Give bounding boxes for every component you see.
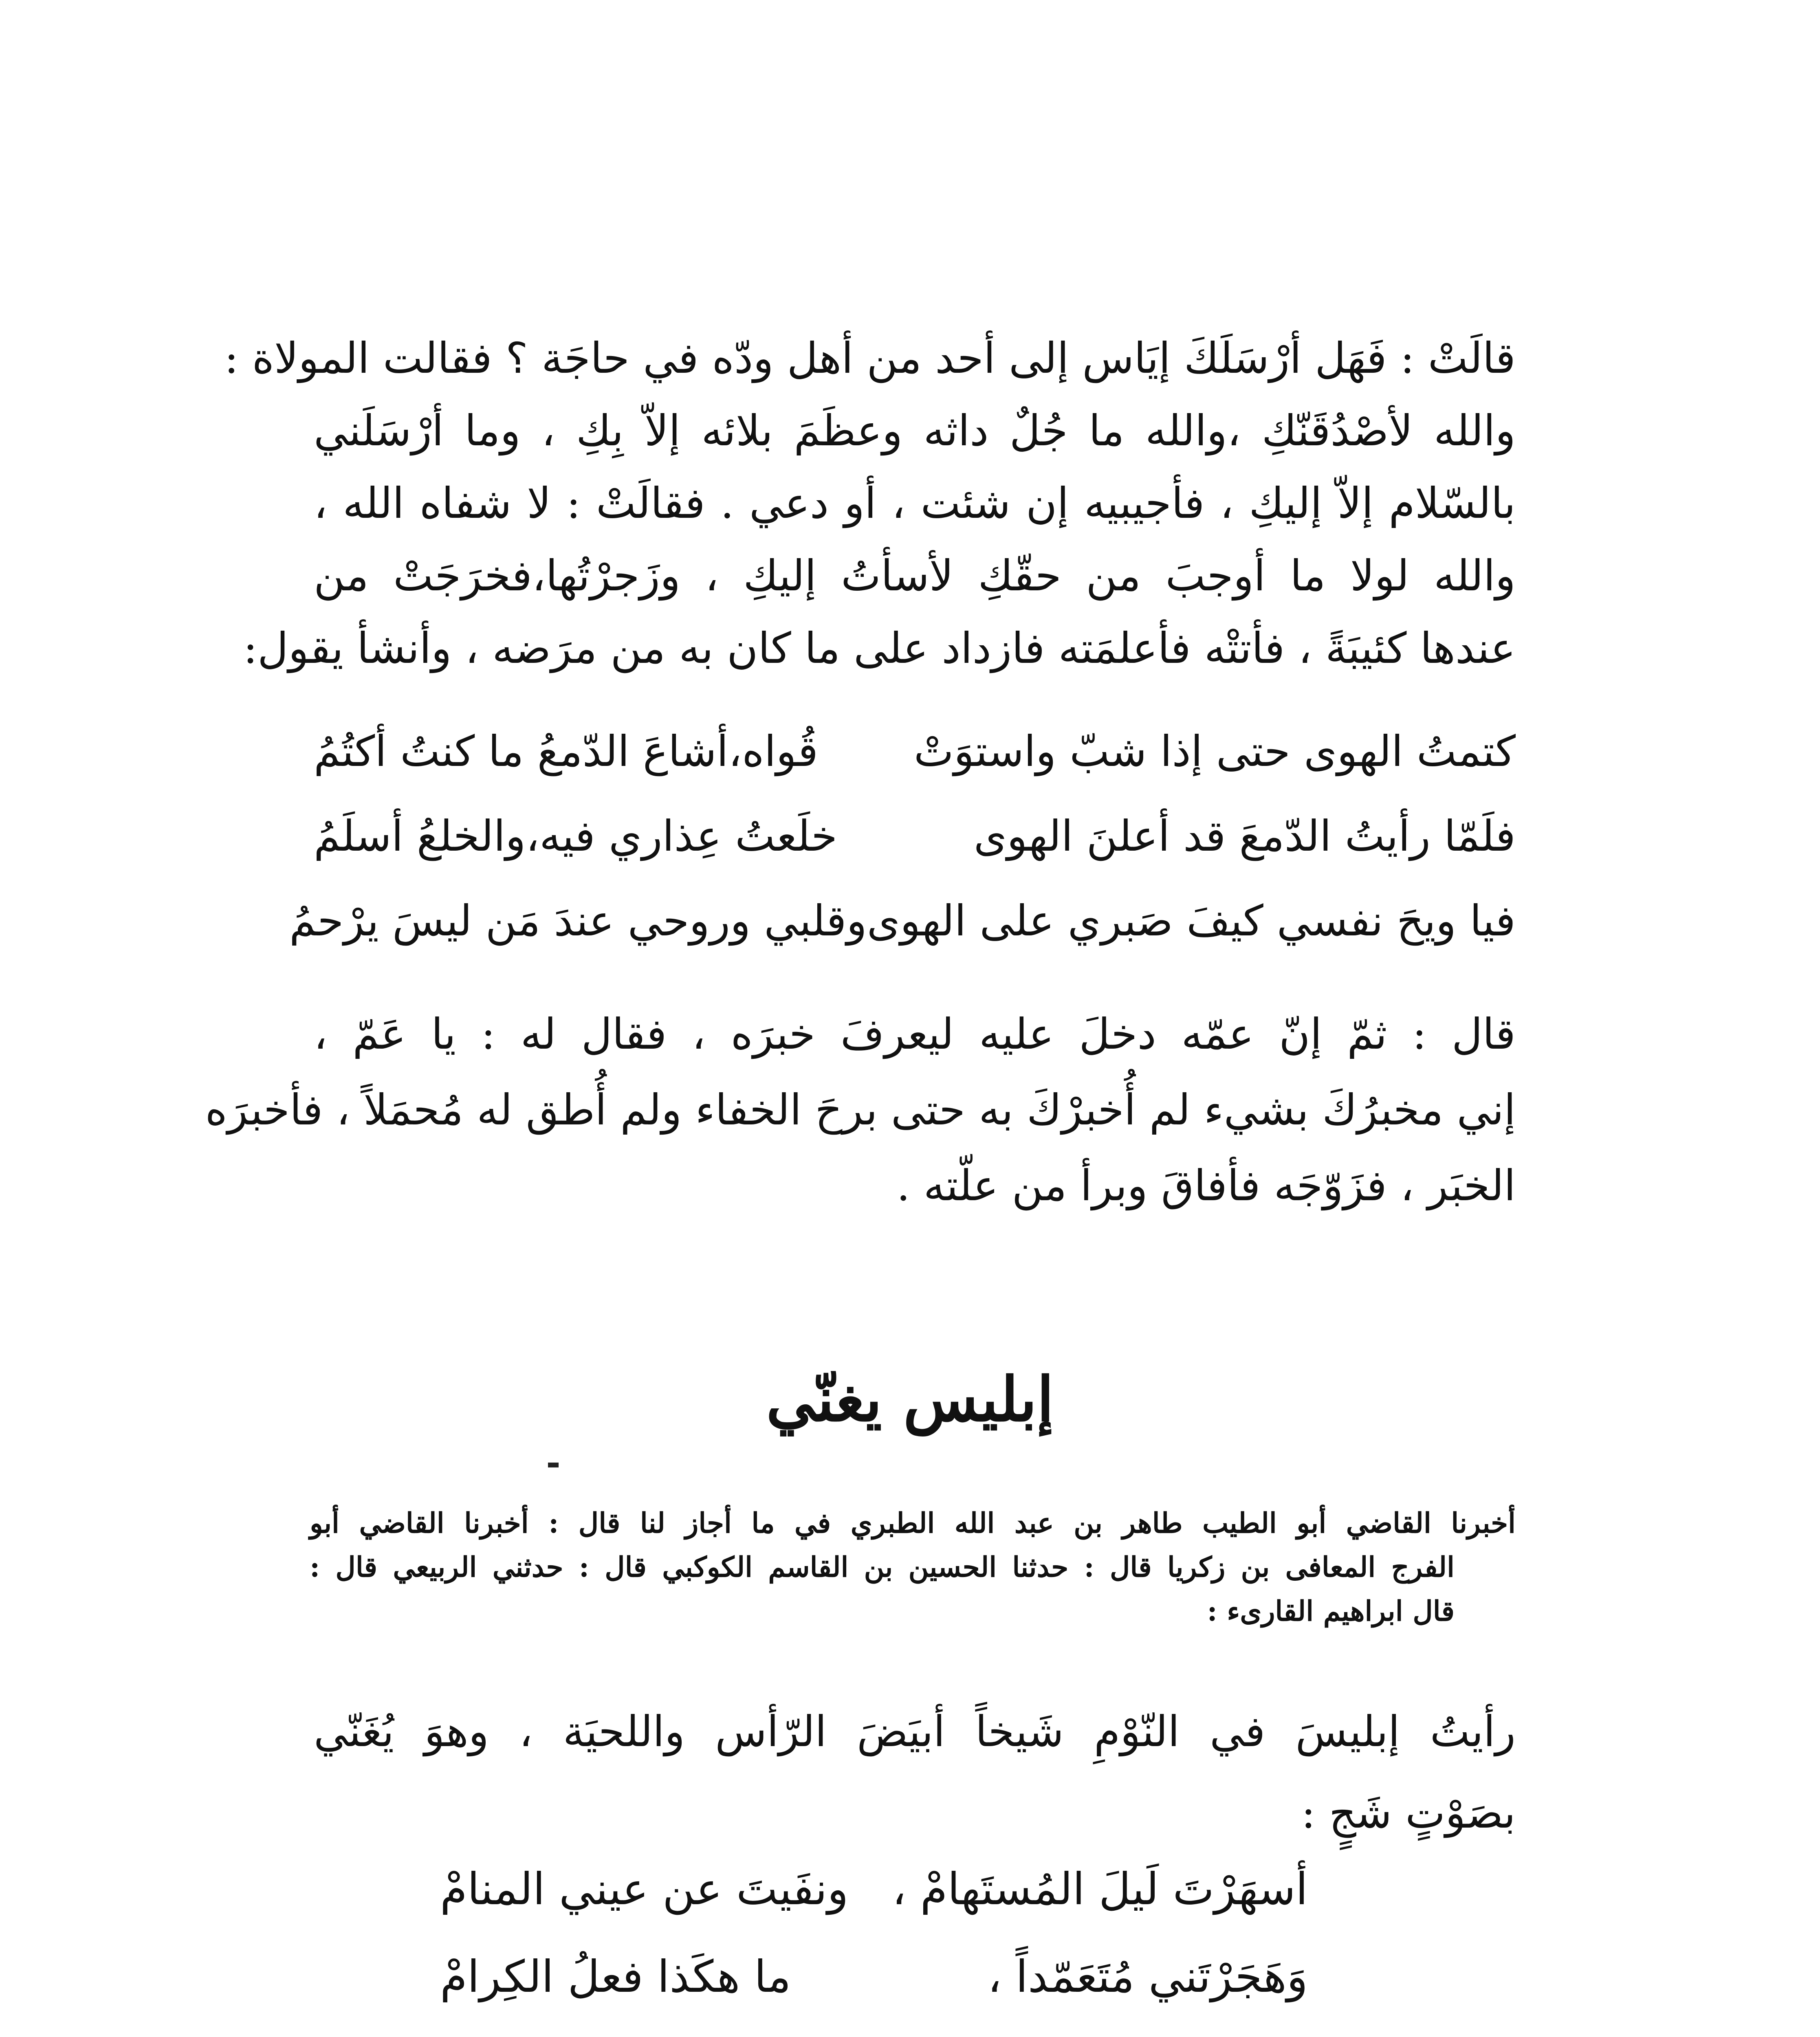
opening-prose [224,322,1516,684]
section-heading: إبليس يغنّي [766,1364,1054,1435]
heading-ornament [548,1463,559,1467]
poem-verse [440,1933,1308,2021]
prose-line: قالَتْ : فَهَل أرْسَلَكَ إيَاس إلى أحد من أهل ودّه في حاجَة ؟ فقالت المولاة : [224,333,1516,383]
verse-first-hemistich: فلَمّا رأيتُ الدّمعَ قد أعلنَ الهوى [973,811,1516,861]
poem-one [289,709,1516,963]
isnad-line: الفرج المعافى بن زكريا قال : حدثنا الحسين بن القاسم الكوكبي قال : حدثني الربيعي قال : [310,1551,1455,1584]
second-prose [314,1691,1516,1854]
isnad-block [310,1501,1516,1633]
prose-line: الخبَر ، فزَوّجَه فأفاقَ وبرأ من علّته . [896,1161,1516,1210]
prose-line: بالسّلام إلاّ إليكِ ، فأجيبيه إن شئت ، أو دعي . فقالَتْ : لا شفاه الله ، [314,478,1516,528]
prose-line: بصَوْتٍ شَجٍ : [1301,1788,1516,1838]
verse-first-hemistich: كتمتُ الهوى حتى إذا شبّ واستوَتْ [913,726,1516,776]
verse-first-hemistich: فيا ويحَ نفسي كيفَ صَبري على الهوى [867,896,1516,946]
verse-second-hemistich: وقلبي وروحي عندَ مَن ليسَ يرْحمُ [289,896,867,946]
verse-second-hemistich: خلَعتُ عِذاري فيه،والخلعُ أسلَمُ [314,811,838,861]
prose-line: إني مخبرُكَ بشيء لم أُخبرْكَ به حتى برحَ الخفاء ولم أُطق له مُحمَلاً ، فأخبرَه [205,1085,1516,1135]
verse-second-hemistich: قُواه،أشاعَ الدّمعُ ما كنتُ أكتُمُ [314,726,819,776]
verse-second-hemistich: ما هكَذا فعلُ الكِرامْ [440,1951,791,2002]
prose-line: عندها كئيبَةً ، فأتتْه فأعلمَته فازداد على ما كان به من مرَضه ، وأنشأ يقول: [243,623,1516,673]
verse-second-hemistich: ونفَيتَ عن عيني المنامْ [440,1864,849,1915]
isnad-line: أخبرنا القاضي أبو الطيب طاهر بن عبد الله الطبري في ما أجاز لنا قال : أخبرنا القاضي أبو [310,1507,1516,1540]
poem-verse [289,878,1516,963]
verse-first-hemistich: أسهَرْتَ لَيلَ المُستَهامْ ، [892,1864,1308,1915]
prose-line: والله لولا ما أوجبَ من حقّكِ لأسأتُ إليكِ ، وزَجرْتُها،فخرَجَتْ من [314,551,1516,601]
prose-line: قال : ثمّ إنّ عمّه دخلَ عليه ليعرفَ خبرَه ، فقال له : يا عَمّ ، [314,1009,1516,1059]
poem-verse [314,794,1516,878]
poem-two [440,1846,1308,2021]
prose-line: رأيتُ إبليسَ في النّوْمِ شَيخاً أبيَضَ الرّأس واللحيَة ، وهوَ يُغَنّي [314,1707,1516,1756]
verse-first-hemistich: وَهَجَرْتَني مُتَعَمّداً ، [987,1951,1308,2002]
poem-verse [314,709,1516,794]
closing-prose [205,996,1516,1223]
isnad-line: قال ابراهيم القارىء : [1207,1595,1455,1628]
prose-line: والله لأصْدُقَنّكِ ،والله ما جُلٌ داثه وعظَمَ بلائه إلاّ بِكِ ، وما أرْسَلَني [314,406,1516,455]
poem-verse [440,1846,1308,1933]
